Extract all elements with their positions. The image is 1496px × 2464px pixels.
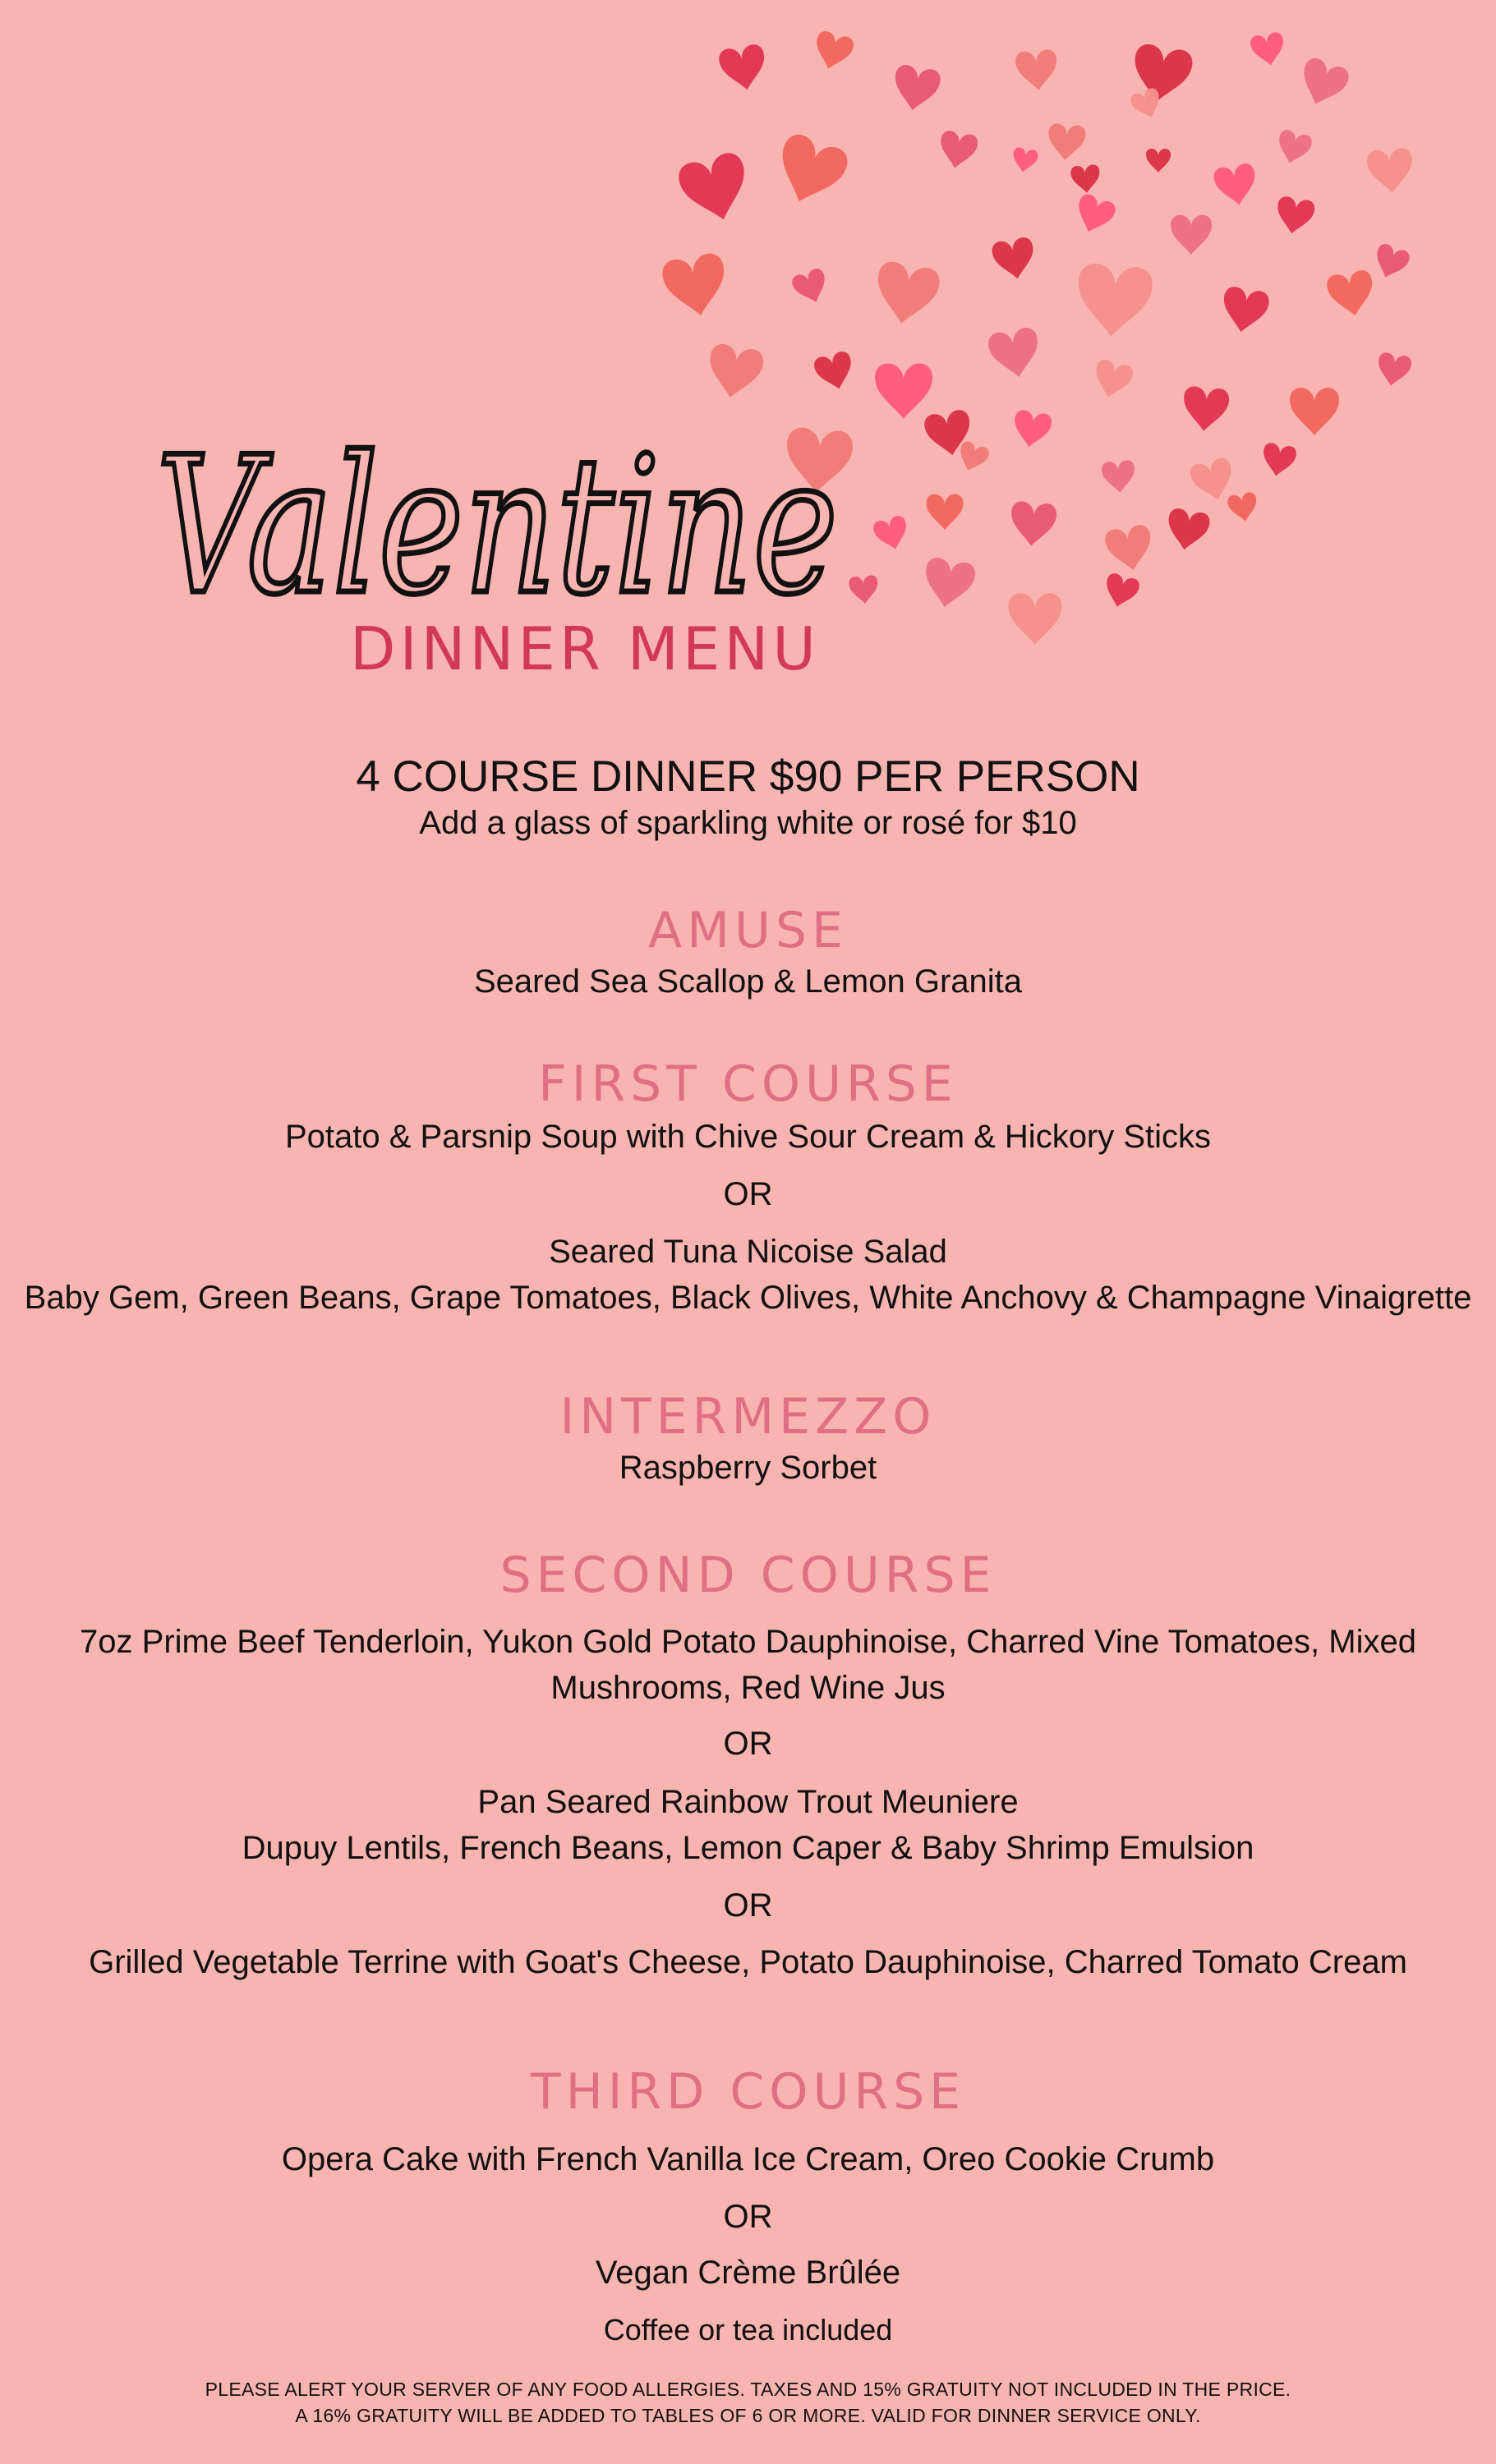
second-course-or-1: OR xyxy=(723,1726,773,1762)
heart-shape xyxy=(768,131,852,213)
heart-shape xyxy=(1294,55,1351,112)
amuse-heading: AMUSE xyxy=(648,902,848,959)
heart-shape xyxy=(1070,192,1117,238)
heart-shape xyxy=(1047,123,1087,162)
title-script xyxy=(148,402,854,632)
heart-shape xyxy=(1374,352,1412,388)
first-course-option-2-title: Seared Tuna Nicoise Salad xyxy=(549,1234,947,1270)
heart-shape xyxy=(890,63,941,114)
heart-shape xyxy=(927,494,964,530)
heart-shape xyxy=(675,149,755,228)
second-course-or-2: OR xyxy=(723,1887,773,1924)
heart-shape xyxy=(1146,149,1171,172)
second-course-option-2-desc: Dupuy Lentils, French Beans, Lemon Caper & Baby Shrimp Emulsion xyxy=(242,1830,1254,1866)
first-course-or: OR xyxy=(723,1176,773,1212)
heart-shape xyxy=(1164,507,1212,553)
third-course-option-1: Opera Cake with French Vanilla Ice Cream, Oreo Cookie Crumb xyxy=(281,2141,1215,2177)
heart-shape xyxy=(872,514,912,554)
menu-subtitle: DINNER MENU xyxy=(350,614,820,683)
heart-shape xyxy=(1015,49,1059,92)
heart-shape xyxy=(1181,386,1230,434)
heart-shape xyxy=(1250,31,1287,68)
heart-shape xyxy=(1366,148,1415,195)
heart-shape xyxy=(1171,215,1212,255)
heart-shape xyxy=(661,251,731,320)
intermezzo-item: Raspberry Sorbet xyxy=(619,1450,877,1486)
heart-shape xyxy=(790,266,832,307)
second-course-option-3: Grilled Vegetable Terrine with Goat's Cheese, Potato Dauphinoise, Charred Tomato Cream xyxy=(89,1944,1407,1980)
heart-shape xyxy=(811,30,856,74)
third-course-heading: THIRD COURSE xyxy=(530,2063,966,2121)
second-course-option-1-line-1: 7oz Prime Beef Tenderloin, Yukon Gold Potato Dauphinoise, Charred Vine Tomatoes, Mixed xyxy=(80,1624,1416,1660)
heart-shape xyxy=(1010,409,1053,451)
heart-shape xyxy=(1074,262,1153,339)
heart-shape xyxy=(1290,388,1339,435)
heart-shape xyxy=(1213,162,1260,208)
price-line: 4 COURSE DINNER $90 PER PERSON xyxy=(356,752,1140,801)
second-course-heading: SECOND COURSE xyxy=(499,1547,997,1604)
title-script-text: Valentine xyxy=(156,417,838,632)
first-course-option-1: Potato & Parsnip Soup with Chive Sour Cream & Hickory Sticks xyxy=(284,1119,1212,1155)
heart-shape xyxy=(1090,358,1135,402)
heart-shape xyxy=(871,260,941,329)
heart-shape xyxy=(937,130,979,172)
heart-shape xyxy=(987,326,1043,381)
heart-shape xyxy=(1103,523,1155,574)
third-course-or: OR xyxy=(723,2199,773,2235)
heart-shape xyxy=(1325,269,1377,319)
heart-shape xyxy=(1010,146,1039,174)
heart-shape xyxy=(1273,195,1316,237)
second-course-option-1-line-2: Mushrooms, Red Wine Jus xyxy=(550,1670,946,1706)
heart-shape xyxy=(1227,491,1259,523)
heart-shape xyxy=(1101,572,1141,611)
wine-addon-line: Add a glass of sparkling white or rosé for $10 xyxy=(419,805,1077,841)
heart-shape xyxy=(717,43,769,94)
heart-shape xyxy=(1101,460,1136,494)
heart-shape xyxy=(875,363,932,419)
heart-shape xyxy=(920,556,977,611)
footer-note-line-1: PLEASE ALERT YOUR SERVER OF ANY FOOD ALLERGIES. TAXES AND 15% GRATUITY NOT INCLUDED IN THE PRICE. xyxy=(205,2379,1291,2400)
third-course-option-2: Vegan Crème Brûlée xyxy=(595,2255,901,2291)
heart-shape xyxy=(1370,241,1412,283)
amuse-item: Seared Sea Scallop & Lemon Granita xyxy=(473,963,1023,1000)
heart-shape xyxy=(812,350,858,394)
heart-shape xyxy=(1070,164,1102,195)
first-course-heading: FIRST COURSE xyxy=(538,1055,958,1113)
heart-shape xyxy=(704,342,766,402)
heart-shape xyxy=(1259,442,1297,479)
footer-note-line-2: A 16% GRATUITY WILL BE ADDED TO TABLES OF 6 OR MORE. VALID FOR DINNER SERVICE ONLY. xyxy=(295,2405,1201,2426)
heart-shape xyxy=(1009,501,1057,549)
heart-shape xyxy=(1218,285,1270,336)
heart-shape xyxy=(1009,593,1062,645)
second-course-option-2-title: Pan Seared Rainbow Trout Meuniere xyxy=(477,1784,1019,1820)
heart-shape xyxy=(955,439,991,476)
intermezzo-heading: INTERMEZZO xyxy=(559,1388,937,1446)
coffee-note: Coffee or tea included xyxy=(603,2313,893,2347)
heart-shape xyxy=(1273,128,1314,168)
heart-shape xyxy=(991,236,1038,282)
first-course-option-2-desc: Baby Gem, Green Beans, Grape Tomatoes, Black Olives, White Anchovy & Champagne Vinaigrette xyxy=(24,1280,1472,1316)
